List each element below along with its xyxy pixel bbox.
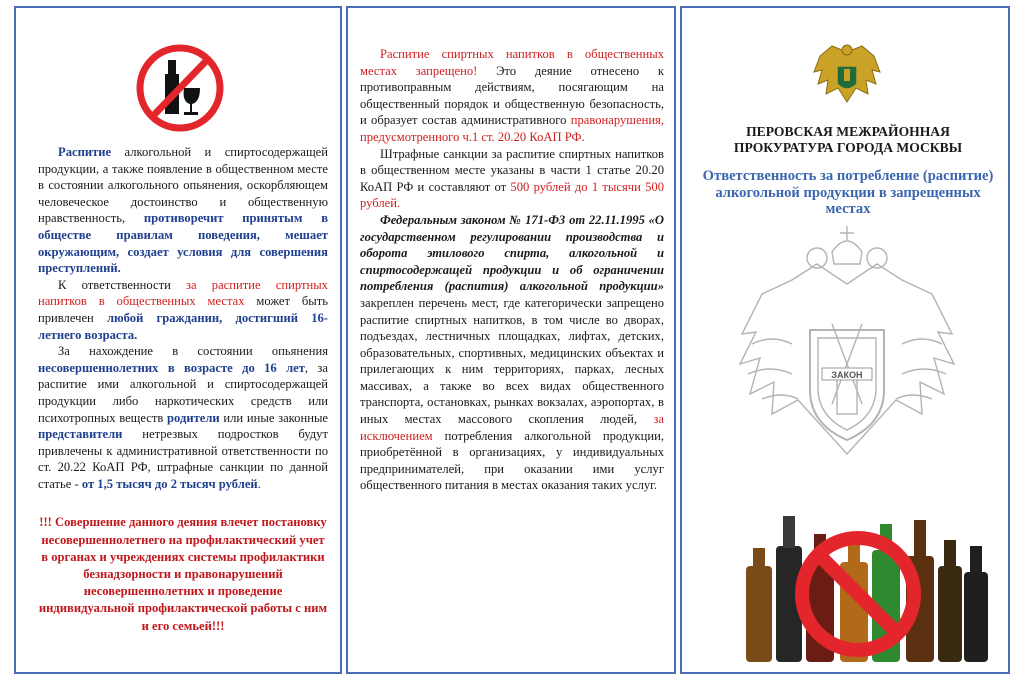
text-run: представители bbox=[38, 427, 123, 442]
no-alcohol-icon bbox=[134, 42, 226, 134]
text-run: проведение индивидуальной профилактической работы с ним и его семьей!!! bbox=[38, 584, 328, 633]
text-run: от 1,5 тысяч до 2 тысяч рублей bbox=[81, 476, 258, 491]
text-run: 500 рублей до 1 тысячи 500 рублей. bbox=[360, 179, 664, 211]
text-run: нетрезвых подростков будут привлечены к административной ответственности по ст. 20.22 КоАП РФ, штрафные санкции по данной статье - bbox=[38, 427, 328, 491]
intro-paragraph bbox=[38, 144, 328, 277]
text-run: за исключением bbox=[360, 412, 664, 443]
text-run: алкогольной и спиртосодержащей продукции, а также появление в общественном месте в состоянии алкогольного опьянения, оскорбляющем человеческое достоинство и общественную нравственность, bbox=[38, 145, 328, 226]
prosecutor-emblem bbox=[812, 42, 882, 118]
text-run: Федеральным законом № 171-ФЗ от 22.11.1995 «О государственном регулировании производства и оборота этилового спирта, алкогольной и спиртосодержащей продукции и об ограничении потребления (распития) алкогольной продукции» bbox=[360, 212, 664, 294]
no-bottles-image bbox=[740, 506, 992, 662]
text-run: любой гражданин, достигший 16-летнего возраста. bbox=[38, 310, 328, 342]
prohibition-paragraph bbox=[360, 46, 664, 146]
text-run: несовершеннолетних в возрасте до 16 лет bbox=[38, 360, 305, 375]
organization-title: ПЕРОВСКАЯ МЕЖРАЙОННАЯ ПРОКУРАТУРА ГОРОДА МОСКВЫ bbox=[733, 124, 963, 155]
minors-paragraph bbox=[38, 343, 328, 492]
text-run: и bbox=[207, 584, 215, 599]
text-run: родители bbox=[167, 410, 220, 425]
liability-paragraph bbox=[38, 277, 328, 343]
text-run: Это деяние отнесено к противоправным действиям, посягающим на общественный порядок и общественную безопасность, и образует состав административного bbox=[360, 63, 664, 128]
shield-label: ЗАКОН bbox=[831, 370, 863, 380]
text-run: Распитие bbox=[58, 145, 112, 159]
text-run: или иные законные bbox=[219, 410, 328, 425]
middle-column-text bbox=[360, 46, 664, 494]
left-column-text bbox=[38, 144, 328, 647]
text-run: К ответственности bbox=[58, 277, 187, 292]
federal-law-paragraph bbox=[360, 212, 664, 494]
text-run: закреплен перечень мест, где категорически запрещено распитие спиртных напитков, в том числе во дворах, подъездах, лестничных площадках, лифтах, детских, образовательных, спортивных, медицинских объектах и прилегающих к ним территориях, парках, лесных массивах, а также во всех видах общественного транспорта, остановках, рынках вокзалах, аэропортах, в иных местах массового скопления людей, bbox=[360, 295, 664, 427]
warning-notice bbox=[38, 514, 328, 634]
right-panel bbox=[680, 6, 1010, 674]
prosecutor-watermark-emblem bbox=[722, 224, 972, 474]
text-run: противоречит принятым в обществе правилам поведения, мешает окружающим, создает условия для совершения преступлений. bbox=[38, 211, 329, 276]
fines-paragraph bbox=[360, 146, 664, 212]
text-run: Распитие спиртных напитков в общественных местах запрещено! bbox=[360, 47, 664, 78]
left-panel bbox=[14, 6, 342, 674]
text-run: За нахождение в состоянии опьянения bbox=[58, 344, 328, 359]
text-run: потребления алкогольной продукции, приобретённой в организациях, у индивидуальных предпринимателей, при оказании ими услуг общественного питания в местах оказания таких услуг. bbox=[360, 428, 664, 493]
leaflet-subtitle: Ответственность за потребление (распитие) алкогольной продукции в запрещенных местах bbox=[702, 168, 994, 218]
text-run: !!! Совершение данного деяния влечет постановку несовершеннолетнего на профилактический учет в органах и учреждениях системы профилактики безнадзорности и правонарушений несовершеннолетних bbox=[39, 515, 327, 599]
text-run: правонарушения, предусмотренного ч.1 ст. 20.20 КоАП РФ. bbox=[360, 113, 664, 144]
middle-panel bbox=[346, 6, 676, 674]
text-run: . bbox=[257, 476, 261, 491]
text-run: Штрафные санкции за распитие спиртных напитков в общественном месте указаны в части 1 статье 20.20 КоАП РФ и составляют от bbox=[360, 146, 664, 194]
text-run: за распитие спиртных напитков в общественных местах bbox=[38, 277, 328, 309]
text-run: может быть привлечен bbox=[38, 294, 328, 325]
text-run: , за распитие ими алкогольной и спиртосодержащей продукции либо наркотических средств или психотропных веществ bbox=[38, 360, 328, 425]
